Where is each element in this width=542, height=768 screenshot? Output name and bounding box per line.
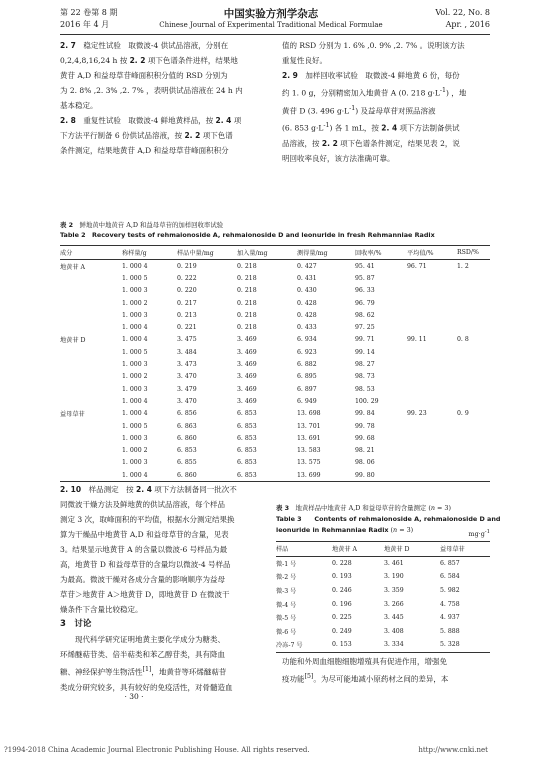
table-cell <box>407 444 457 456</box>
table3-caption-en-2: leonuride in Rehmanniae Radix (n = 3) <box>276 526 414 534</box>
table3-header <box>276 542 490 557</box>
table-cell: 1. 000 3 <box>122 385 148 393</box>
table-cell: 1. 000 5 <box>122 274 148 282</box>
text-line: 高，地黄苷 D 和益母草苷的含量均以微波-4 号样品 <box>60 560 231 569</box>
table-cell <box>407 457 457 469</box>
text-line: 0,2,4,8,16,24 h 按 2. 2 项下色谱条件进样，结果地 <box>60 56 238 65</box>
text-line: 基本稳定。 <box>60 101 98 110</box>
table-cell: 99. 11 <box>407 336 427 344</box>
text-line: 测定 3 次，取峰面积的平均值，根据水分测定结果换 <box>60 515 235 524</box>
table-cell <box>60 457 122 469</box>
table2-header-cell: RSD/% <box>457 249 479 256</box>
table-cell <box>457 444 490 456</box>
table-cell <box>60 371 122 383</box>
table-cell: 6. 855 <box>177 459 197 467</box>
text-line: 草苷＞地黄苷 A＞地黄苷 D，即地黄苷 D 在微波干 <box>60 590 230 599</box>
table-cell: 1. 000 5 <box>122 422 148 430</box>
table-cell: 99. 23 <box>407 410 427 418</box>
header-journal-en: Chinese Journal of Experimental Traditional Medical Formulae <box>159 21 383 29</box>
table-cell: 微-1 号 <box>276 560 297 568</box>
table-cell <box>60 358 122 370</box>
table-cell: 100. 29 <box>355 397 379 405</box>
table-cell <box>457 469 490 482</box>
table-cell: 6. 584 <box>440 573 460 581</box>
table-cell <box>407 358 457 370</box>
text-line: 2. 9 加样回收率试验 取微波-4 鲜地黄 6 份，每份 <box>282 71 460 80</box>
bottom-right-column <box>282 654 490 687</box>
table-cell <box>457 383 490 395</box>
table2-header-cell: 成分 <box>60 250 73 257</box>
table-cell <box>457 321 490 333</box>
discussion-column <box>60 632 268 695</box>
table2-row <box>60 272 490 284</box>
table-cell: 0. 218 <box>237 299 257 307</box>
table2-header <box>60 246 490 260</box>
table2-row <box>60 260 490 273</box>
table-cell: 6. 853 <box>237 434 257 442</box>
table-cell: 1. 000 4 <box>122 397 148 405</box>
table2-row <box>60 432 490 444</box>
text-line: (6. 853 $g\cdot L^{-1}$) 各 1 mL，按 2. 4 项下方法制备供试 <box>282 122 460 133</box>
table-cell <box>60 297 122 309</box>
table-cell: 3. 479 <box>177 385 197 393</box>
table-cell <box>407 297 457 309</box>
table-cell: 6. 853 <box>237 422 257 430</box>
text-line: 为 2. 8% ,2. 3% ,2. 7% ，表明供试品溶液在 24 h 内 <box>60 86 243 95</box>
table-cell: 1. 000 3 <box>122 287 148 295</box>
table-cell: 5. 982 <box>440 587 460 595</box>
table3-header-cell: 样品 <box>276 546 289 554</box>
top-left-column <box>60 38 268 158</box>
table-cell: 0. 246 <box>332 587 352 595</box>
table-cell: 3. 475 <box>177 336 197 344</box>
table-cell: 6. 853 <box>237 471 257 479</box>
table2-row <box>60 334 490 346</box>
header-volume-en: Vol. 22, No. 8 <box>435 8 490 17</box>
table3-row <box>276 638 490 652</box>
table-cell: 99. 14 <box>355 348 375 356</box>
table-cell <box>60 383 122 395</box>
table-cell: 5. 888 <box>440 627 460 635</box>
table-cell: 99. 84 <box>355 410 375 418</box>
table-cell: 0. 196 <box>332 600 352 608</box>
text-line: 2. 8 重复性试验 取微波-4 鲜地黄样品，按 2. 4 项 <box>60 116 242 125</box>
table-cell: 3. 266 <box>384 600 404 608</box>
table3-body <box>276 556 490 652</box>
table2-row <box>60 408 490 420</box>
table-cell: 4. 758 <box>440 600 460 608</box>
table-cell: 1. 2 <box>457 262 469 270</box>
table3-row <box>276 584 490 598</box>
table-cell: 1. 000 2 <box>122 373 148 381</box>
table-cell: 6. 857 <box>440 559 460 567</box>
table-cell <box>407 285 457 297</box>
table3-row <box>276 625 490 639</box>
table3-row <box>276 556 490 570</box>
table-cell: 96. 33 <box>355 287 375 295</box>
table-cell: 3. 469 <box>237 385 257 393</box>
table-cell: 0. 430 <box>297 287 317 295</box>
text-line: 值的 RSD 分别为 1. 6% ,0. 9% ,2. 7% 。说明该方法 <box>282 41 465 50</box>
table3-header-cell: 地黄苷 D <box>384 546 410 554</box>
table2-row <box>60 346 490 358</box>
table-cell: 6. 860 <box>177 471 197 479</box>
table-cell <box>60 285 122 297</box>
table2-body <box>60 260 490 482</box>
text-line: 现代科学研究证明地黄主要化学成分为糖类、 <box>60 635 225 644</box>
table-cell: 1. 000 4 <box>122 262 148 270</box>
table-cell <box>457 346 490 358</box>
table-cell: 6. 897 <box>297 385 317 393</box>
table-cell: 97. 25 <box>355 324 375 332</box>
table-cell: 6. 853 <box>237 410 257 418</box>
table-cell: 0. 218 <box>237 274 257 282</box>
table-cell: 13. 691 <box>297 434 321 442</box>
table-cell: 1. 000 4 <box>122 471 148 479</box>
table2-header-cell: 测得量/mg <box>297 250 328 257</box>
table2-header-cell: 加入量/mg <box>237 250 268 257</box>
table-cell <box>457 272 490 284</box>
table-cell <box>407 432 457 444</box>
table-cell <box>60 346 122 358</box>
table-cell: 冷冻-7 号 <box>276 642 303 650</box>
table-cell <box>457 358 490 370</box>
table-cell: 6. 853 <box>237 459 257 467</box>
table-cell: 0. 220 <box>177 287 197 295</box>
table-cell: 地黄苷 D <box>60 337 86 345</box>
table-cell: 3. 484 <box>177 348 197 356</box>
table-cell: 3. 334 <box>384 641 404 649</box>
table-cell: 1. 000 2 <box>122 447 148 455</box>
table-cell: 3. 190 <box>384 573 404 581</box>
bottom-left-column <box>60 482 268 617</box>
table-cell: 3. 469 <box>237 397 257 405</box>
table-cell <box>457 309 490 321</box>
table-cell: 13. 699 <box>297 471 321 479</box>
table-cell: 0. 228 <box>332 559 352 567</box>
table-cell <box>60 432 122 444</box>
table-cell: 98. 73 <box>355 373 375 381</box>
table-cell: 0. 218 <box>237 287 257 295</box>
table-cell: 0. 193 <box>332 573 352 581</box>
text-line: 2. 10 样品测定 按 2. 4 项下方法制备同一批次不 <box>60 485 237 494</box>
table-cell: 4. 937 <box>440 614 460 622</box>
header-journal-cn: 中国实验方剂学杂志 <box>223 8 319 20</box>
table2-row <box>60 321 490 333</box>
table-cell: 6. 860 <box>177 434 197 442</box>
text-line: 重复性良好。 <box>282 56 327 65</box>
table-cell: 95. 87 <box>355 274 375 282</box>
table-cell: 6. 895 <box>297 373 317 381</box>
text-line: 黄苷 D (3. 496 $g\cdot L^{-1}$) 及益母草苷对照品溶液 <box>282 104 436 115</box>
table-cell: 5. 328 <box>440 641 460 649</box>
table-cell <box>457 285 490 297</box>
table-cell: 0. 433 <box>297 324 317 332</box>
table-cell: 1. 000 5 <box>122 348 148 356</box>
table-cell <box>407 371 457 383</box>
table2-row <box>60 420 490 432</box>
text-line: 品溶液，按 2. 2 项下色谱条件测定，结果见表 2，说 <box>282 138 460 148</box>
table-cell: 微-4 号 <box>276 601 297 609</box>
table-cell <box>457 432 490 444</box>
table-cell: 3. 469 <box>237 336 257 344</box>
text-line: 同微波干燥方法及鲜地黄的供试品溶液，每个样品 <box>60 500 225 509</box>
table-cell: 6. 853 <box>177 447 197 455</box>
section3-heading: 3 讨论 <box>60 619 92 629</box>
table-cell: 1. 000 4 <box>122 336 148 344</box>
table-cell <box>407 469 457 482</box>
text-line: 3。结果显示地黄苷 A 的含量以微波-6 号样品为最 <box>60 545 228 554</box>
text-line: 下方法平行制备 6 份供试品溶液，按 2. 2 项下色谱 <box>60 131 233 140</box>
table-cell: 98. 06 <box>355 459 375 467</box>
table-cell: 96. 71 <box>407 262 427 270</box>
table-cell: 98. 53 <box>355 385 375 393</box>
table-cell: 微-3 号 <box>276 588 297 596</box>
text-line: 条件测定，结果地黄苷 A,D 和益母草苷峰面积积分 <box>60 146 229 155</box>
table3-row <box>276 597 490 611</box>
table-cell: 0. 225 <box>332 614 352 622</box>
table-cell: 3. 408 <box>384 627 404 635</box>
table3-caption-en-1: Table 3 Contents of rehmaionoside A, rehmaionoside D and <box>276 515 501 523</box>
table2-header-row <box>60 246 490 260</box>
text-line: 糖、神经保护等生物活性[1]，地黄苷等环烯醚萜苷 <box>60 666 227 677</box>
text-line: 算为干燥品中地黄苷 A,D 和益母草苷的含量，见表 <box>60 530 229 539</box>
table-cell: 0. 427 <box>297 262 317 270</box>
table-cell: 99. 71 <box>355 336 375 344</box>
table2-caption-en: Table 2 Recovery tests of rehmaionoside A, rehmaionoside D and leonuride in fresh Rehmanniae Radix <box>60 231 435 239</box>
text-line: 环烯醚萜苷类、倍半萜类和苯乙醇苷类，具有降血 <box>60 650 225 659</box>
text-line: 类成分研究较多，具有较好的免疫活性，对骨髓造血 <box>60 682 233 692</box>
table-cell: 0. 218 <box>237 324 257 332</box>
table-cell: 地黄苷 A <box>60 263 85 271</box>
header-rule <box>60 34 490 35</box>
top-right-column <box>282 38 490 166</box>
table2-header-cell: 样品中量/mg <box>177 250 214 257</box>
footer-url[interactable]: http://www.cnki.net <box>418 746 488 754</box>
table-cell: 0. 213 <box>177 311 197 319</box>
table2-row <box>60 457 490 469</box>
table-cell: 13. 698 <box>297 410 321 418</box>
table-cell: 0. 249 <box>332 627 352 635</box>
table-cell: 0. 8 <box>457 336 469 344</box>
table-cell: 3. 473 <box>177 361 197 369</box>
table-cell: 6. 934 <box>297 336 317 344</box>
table-cell <box>407 309 457 321</box>
table-cell: 96. 79 <box>355 299 375 307</box>
table2-header-cell: 称样量/g <box>122 250 147 257</box>
table-cell <box>60 272 122 284</box>
table-cell: 0. 219 <box>177 262 197 270</box>
table-cell: 0. 431 <box>297 274 317 282</box>
table2-row <box>60 297 490 309</box>
table-cell: 6. 923 <box>297 348 317 356</box>
table-cell <box>60 420 122 432</box>
table-cell: 98. 27 <box>355 361 375 369</box>
table-cell: 6. 949 <box>297 397 317 405</box>
table2-header-cell: 平均值/% <box>407 250 434 257</box>
table2-row <box>60 358 490 370</box>
table3-header-cell: 益母草苷 <box>440 546 465 554</box>
table-cell: 1. 000 4 <box>122 324 148 332</box>
table-cell: 99. 80 <box>355 471 375 479</box>
table-cell: 99. 78 <box>355 422 375 430</box>
header-date-en: Apr. , 2016 <box>445 20 490 29</box>
table3-header-cell: 地黄苷 A <box>332 546 357 554</box>
table-cell: 13. 583 <box>297 447 321 455</box>
table-cell: 0. 217 <box>177 299 197 307</box>
table-cell: 13. 575 <box>297 459 321 467</box>
table2-caption-cn: 表 2 鲜地黄中地黄苷 A,D 和益母草苷的加样回收率试验 <box>60 221 224 229</box>
table2-row <box>60 469 490 482</box>
table-cell <box>407 383 457 395</box>
table-cell <box>60 309 122 321</box>
text-line: 约 1. 0 g，分别精密加入地黄苷 A (0. 218 $g\cdot L^{-1}$) ，地 <box>282 87 467 98</box>
table-cell: 3. 445 <box>384 614 404 622</box>
table2-header-cell: 回收率/% <box>355 250 382 257</box>
table-cell <box>407 321 457 333</box>
table-cell: 微-2 号 <box>276 574 297 582</box>
table-cell: 0. 218 <box>237 262 257 270</box>
table-cell: 0. 153 <box>332 641 352 649</box>
page-number: · 30 · <box>124 692 144 701</box>
table-cell: 6. 856 <box>177 410 197 418</box>
text-line: 黄苷 A,D 和益母草苷峰面积积分值的 RSD 分别为 <box>60 71 228 80</box>
table-cell: 3. 469 <box>237 348 257 356</box>
table2-row <box>60 383 490 395</box>
text-line: 燥条件下含量比较稳定。 <box>60 605 143 614</box>
table-cell: 1. 000 3 <box>122 459 148 467</box>
table-cell <box>407 272 457 284</box>
footer-copyright: ?1994-2018 China Academic Journal Electronic Publishing House. All rights reserved. <box>4 746 310 754</box>
table-cell: 3. 469 <box>237 373 257 381</box>
text-line: 功能和外周血细胞细胞增殖具有促进作用，增强免 <box>282 657 447 666</box>
table-cell: 1. 000 3 <box>122 361 148 369</box>
table-cell: 1. 000 3 <box>122 434 148 442</box>
table-cell: 1. 000 4 <box>122 410 148 418</box>
table-cell: 6. 863 <box>177 422 197 430</box>
table-cell: 6. 882 <box>297 361 317 369</box>
table2-row <box>60 444 490 456</box>
text-line: 疫功能[5]。为尽可能地减小原药材之间的差异，本 <box>282 673 449 684</box>
table2-row <box>60 285 490 297</box>
table-cell: 98. 21 <box>355 447 375 455</box>
table-cell <box>407 420 457 432</box>
text-line: 明回收率良好，该方法准确可靠。 <box>282 153 395 163</box>
table-cell: 1. 000 2 <box>122 299 148 307</box>
table-cell: 3. 470 <box>177 397 197 405</box>
table-cell: 13. 701 <box>297 422 321 430</box>
table-cell <box>407 346 457 358</box>
table-cell <box>407 395 457 407</box>
table-cell <box>457 395 490 407</box>
table-cell <box>457 420 490 432</box>
table-cell: 0. 9 <box>457 410 469 418</box>
table3-row <box>276 611 490 625</box>
table-cell: 微-6 号 <box>276 628 297 636</box>
table-cell: 0. 221 <box>177 324 197 332</box>
table3-row <box>276 570 490 584</box>
table-cell: 99. 68 <box>355 434 375 442</box>
table-cell <box>457 297 490 309</box>
table2 <box>60 245 490 482</box>
table2-row <box>60 309 490 321</box>
header-volume-cn: 第 22 卷第 8 期 <box>60 8 118 17</box>
table3 <box>276 541 490 653</box>
table-cell: 3. 469 <box>237 361 257 369</box>
table-cell <box>457 457 490 469</box>
table3-header-row <box>276 542 490 557</box>
table3-unit: $mg\cdot g^{-1}$ <box>468 529 490 539</box>
text-line: 2. 7 稳定性试验 取微波-4 供试品溶液，分别在 <box>60 41 229 50</box>
table-cell <box>60 469 122 482</box>
header-date-cn: 2016 年 4 月 <box>60 20 110 29</box>
table-cell <box>457 371 490 383</box>
table-cell: 6. 853 <box>237 447 257 455</box>
table-cell <box>60 444 122 456</box>
table-cell <box>60 321 122 333</box>
text-line: 为最高。微波干燥对各成分含量的影响顺序为益母 <box>60 575 225 584</box>
table-cell: 3. 470 <box>177 373 197 381</box>
table2-row <box>60 371 490 383</box>
table-cell: 0. 218 <box>237 311 257 319</box>
table-cell: 0. 428 <box>297 311 317 319</box>
table-cell: 微-5 号 <box>276 615 297 623</box>
table3-caption-cn: 表 3 地黄样品中地黄苷 A,D 和益母草苷的含量测定 (n = 3) <box>276 504 451 512</box>
table-cell: 3. 461 <box>384 559 404 567</box>
table-cell <box>60 395 122 407</box>
table-cell: 0. 222 <box>177 274 197 282</box>
table-cell: 益母草苷 <box>60 411 85 419</box>
table2-row <box>60 395 490 407</box>
table-cell: 1. 000 3 <box>122 311 148 319</box>
table-cell: 3. 359 <box>384 587 404 595</box>
table-cell: 95. 41 <box>355 262 375 270</box>
table-cell: 0. 428 <box>297 299 317 307</box>
table-cell: 98. 62 <box>355 311 375 319</box>
